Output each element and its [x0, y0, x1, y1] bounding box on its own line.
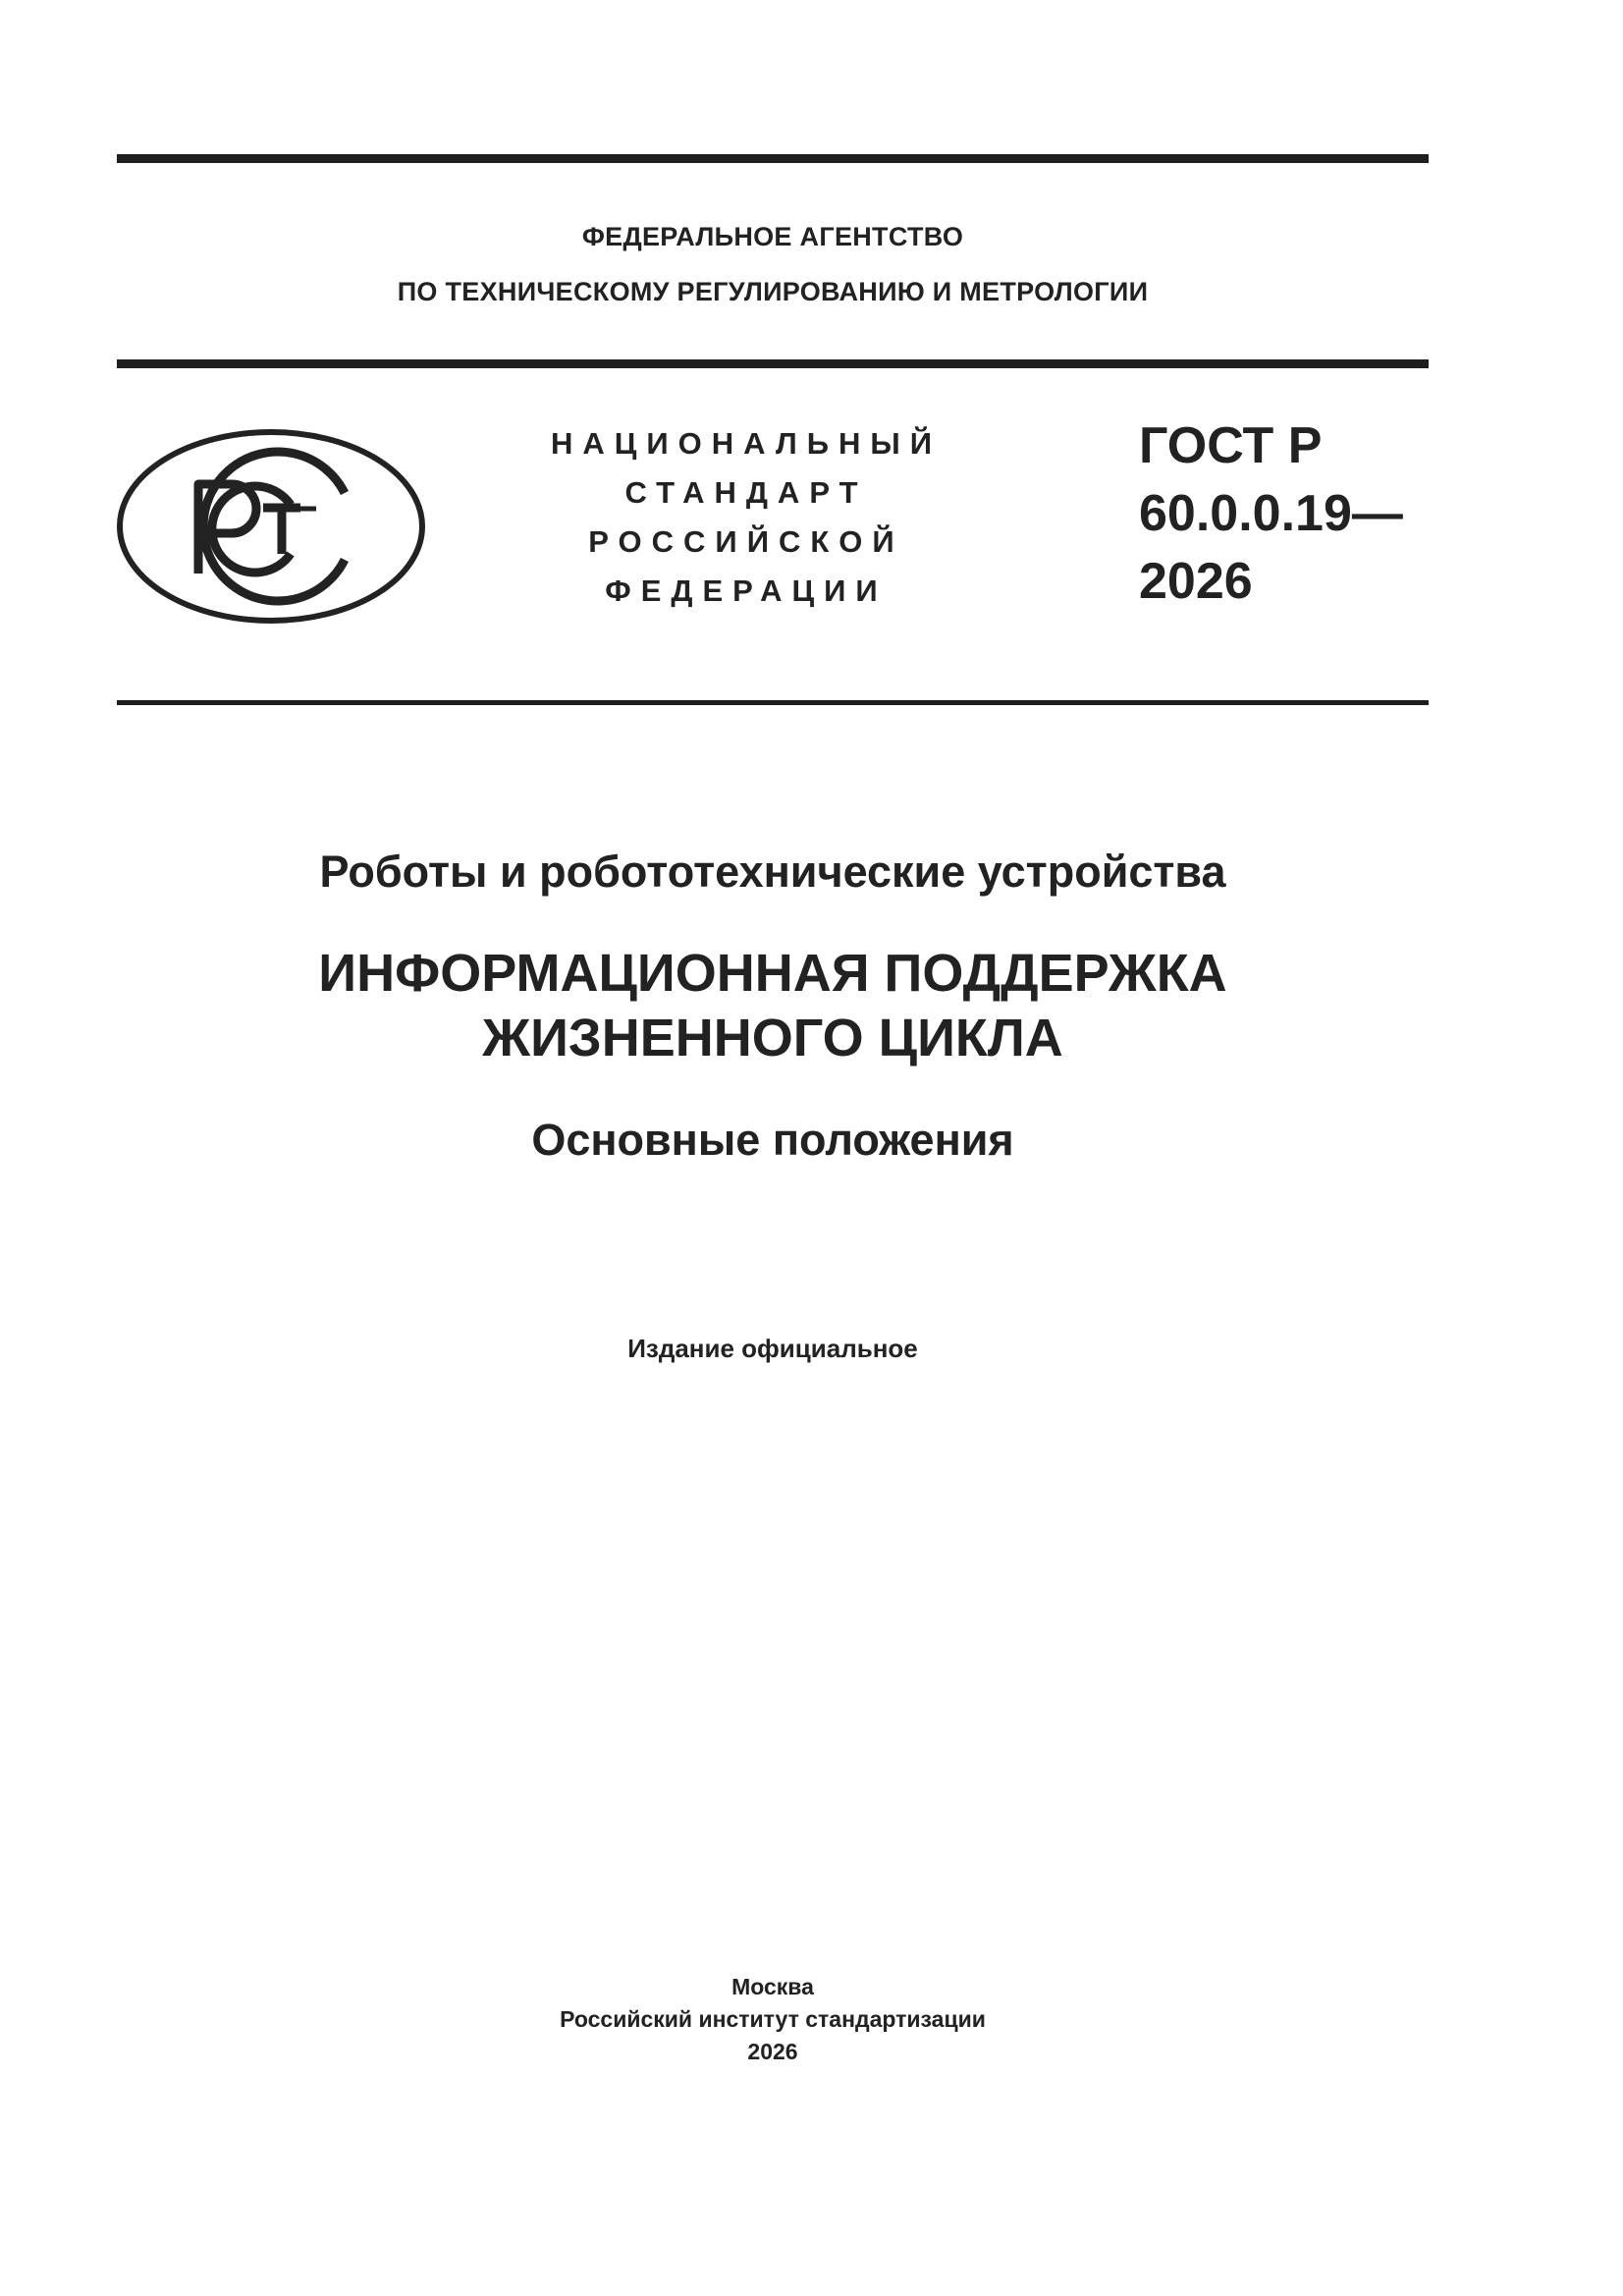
header-rule: [117, 359, 1429, 368]
national-line-3: РОССИЙСКОЙ: [588, 524, 904, 559]
gost-code: [1139, 412, 1434, 616]
agency-line-2: ПО ТЕХНИЧЕСКОМУ РЕГУЛИРОВАНИЮ И МЕТРОЛОГИИ: [397, 277, 1149, 306]
national-line-1: НАЦИОНАЛЬНЫЙ: [550, 426, 943, 461]
document-subject: Роботы и робототехнические устройства: [319, 847, 1226, 897]
document-subtitle: Основные положения: [531, 1115, 1014, 1165]
national-standard-label: [511, 419, 982, 616]
gost-code-line-1: ГОСТ Р: [1139, 417, 1323, 474]
gost-code-line-2: 60.0.0.19—: [1139, 485, 1403, 542]
agency-line-1: ФЕДЕРАЛЬНОЕ АГЕНТСТВО: [581, 222, 964, 251]
gost-code-line-3: 2026: [1139, 553, 1253, 610]
document-title-line-1: ИНФОРМАЦИОННАЯ ПОДДЕРЖКА: [318, 944, 1227, 1003]
imprint: [117, 1971, 1429, 2068]
edition-label: Издание официальное: [627, 1334, 918, 1363]
national-line-4: ФЕДЕРАЦИИ: [605, 574, 888, 608]
national-line-2: СТАНДАРТ: [624, 475, 868, 510]
document-title-line-2: ЖИЗНЕННОГО ЦИКЛА: [482, 1009, 1063, 1067]
document-title: [117, 941, 1429, 1070]
rst-logo-icon: [116, 428, 426, 625]
imprint-publisher: Российский институт стандартизации: [560, 2006, 986, 2032]
standard-rule: [117, 700, 1429, 705]
top-rule: [117, 154, 1429, 163]
imprint-year: 2026: [747, 2039, 798, 2064]
imprint-city: Москва: [731, 1974, 814, 1999]
